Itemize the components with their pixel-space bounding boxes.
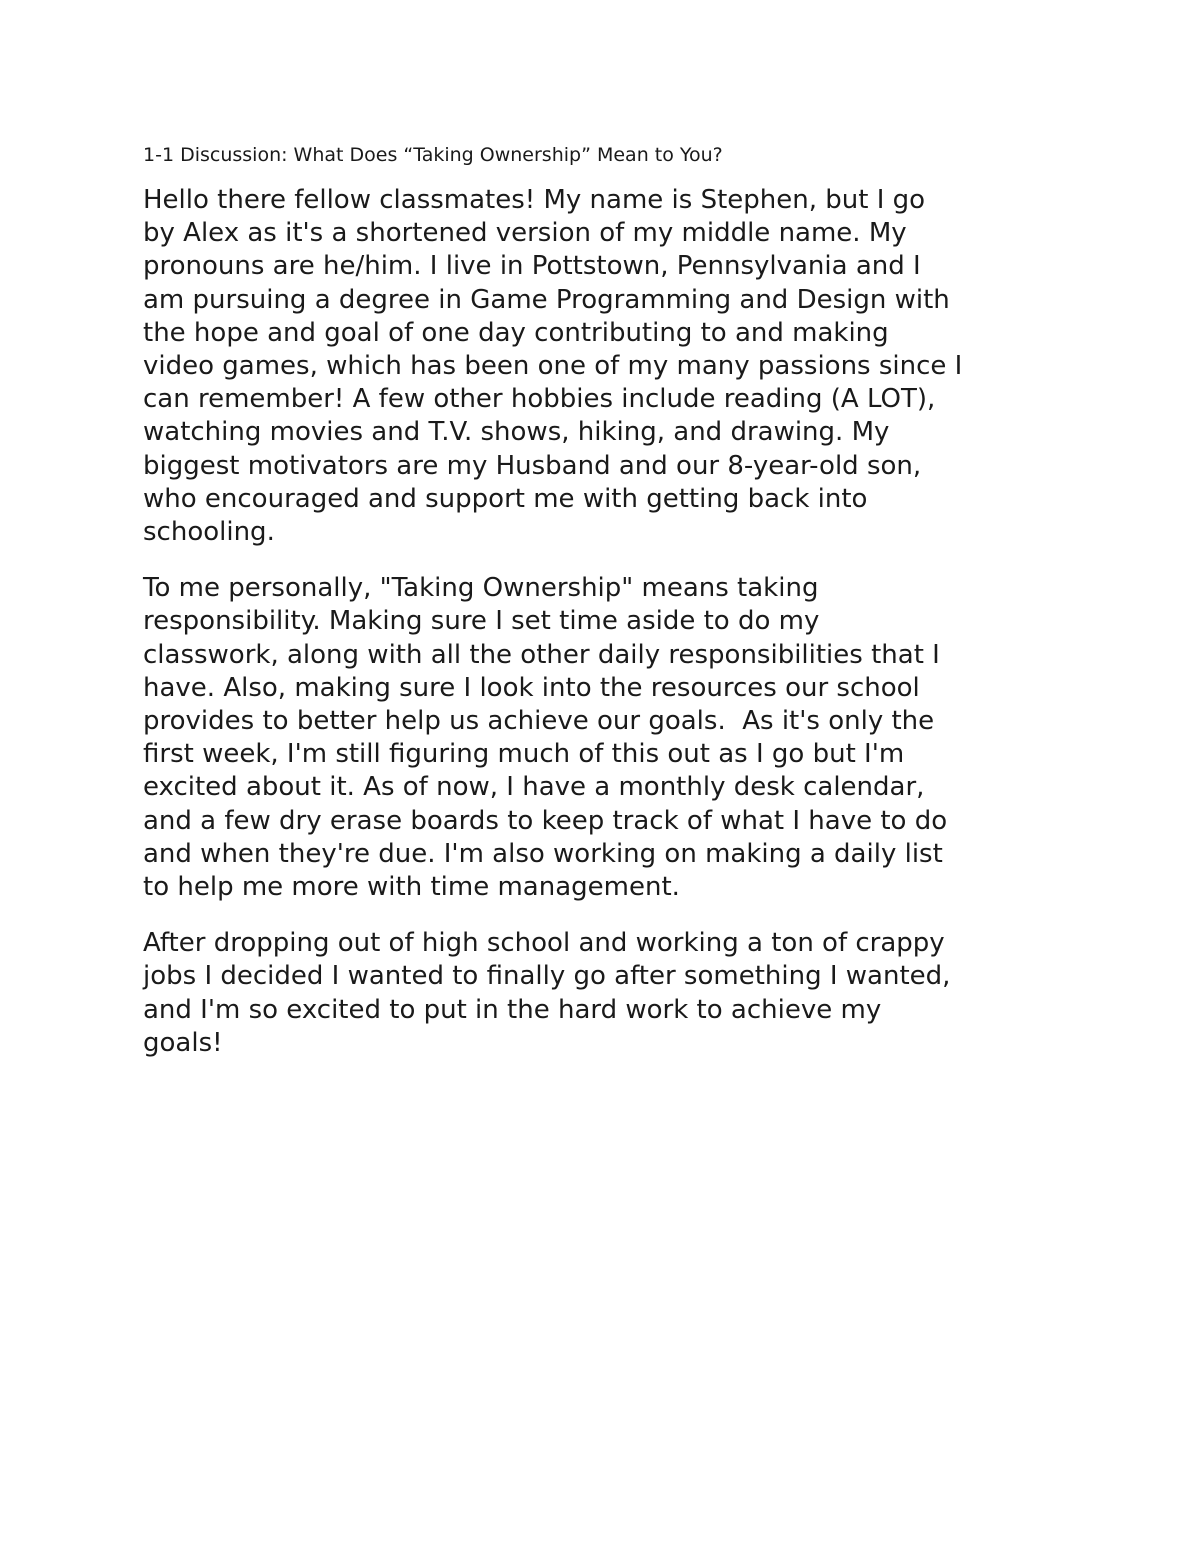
text-line: first week, I'm still figuring much of this out as I go but I'm	[143, 739, 905, 770]
text-line: pronouns are he/him. I live in Pottstown, Pennsylvania and I	[143, 251, 921, 282]
text-line: biggest motivators are my Husband and our 8-year-old son,	[143, 450, 922, 481]
text-line: provides to better help us achieve our goals. As it's only the	[143, 706, 935, 737]
text-line: by Alex as it's a shortened version of my middle name. My	[143, 218, 907, 249]
paragraph-introduction	[143, 184, 1073, 549]
text-line: Hello there fellow classmates! My name is Stephen, but I go	[143, 185, 926, 215]
page-title: 1-1 Discussion: What Does “Taking Ownership” Mean to You?	[143, 144, 723, 166]
text-line: schooling.	[143, 517, 275, 548]
text-line: and I'm so excited to put in the hard work to achieve my	[143, 994, 882, 1025]
text-line: classwork, along with all the other daily responsibilities that I	[143, 639, 940, 670]
text-line: can remember! A few other hobbies include reading (A LOT),	[143, 384, 936, 415]
text-line: have. Also, making sure I look into the resources our school	[143, 672, 920, 703]
text-line: To me personally, "Taking Ownership" means taking	[143, 573, 819, 604]
text-line: goals!	[143, 1027, 223, 1058]
text-line: jobs I decided I wanted to finally go after something I wanted,	[143, 961, 951, 992]
paragraph-closing	[143, 927, 1073, 1060]
text-line: am pursuing a degree in Game Programming and Design with	[143, 284, 950, 315]
text-line: watching movies and T.V. shows, hiking, and drawing. My	[143, 417, 890, 448]
document-body	[143, 184, 1073, 1083]
text-line: After dropping out of high school and working a ton of crappy	[143, 928, 945, 959]
text-line: and a few dry erase boards to keep track of what I have to do	[143, 805, 948, 836]
text-line: video games, which has been one of my many passions since I	[143, 351, 963, 382]
text-line: responsibility. Making sure I set time aside to do my	[143, 606, 820, 637]
text-line: excited about it. As of now, I have a monthly desk calendar,	[143, 772, 925, 803]
paragraph-taking-ownership	[143, 572, 1073, 904]
text-line: and when they're due. I'm also working on making a daily list	[143, 838, 943, 869]
text-line: to help me more with time management.	[143, 872, 680, 903]
text-line: who encouraged and support me with getting back into	[143, 483, 868, 514]
text-line: the hope and goal of one day contributing to and making	[143, 317, 889, 348]
